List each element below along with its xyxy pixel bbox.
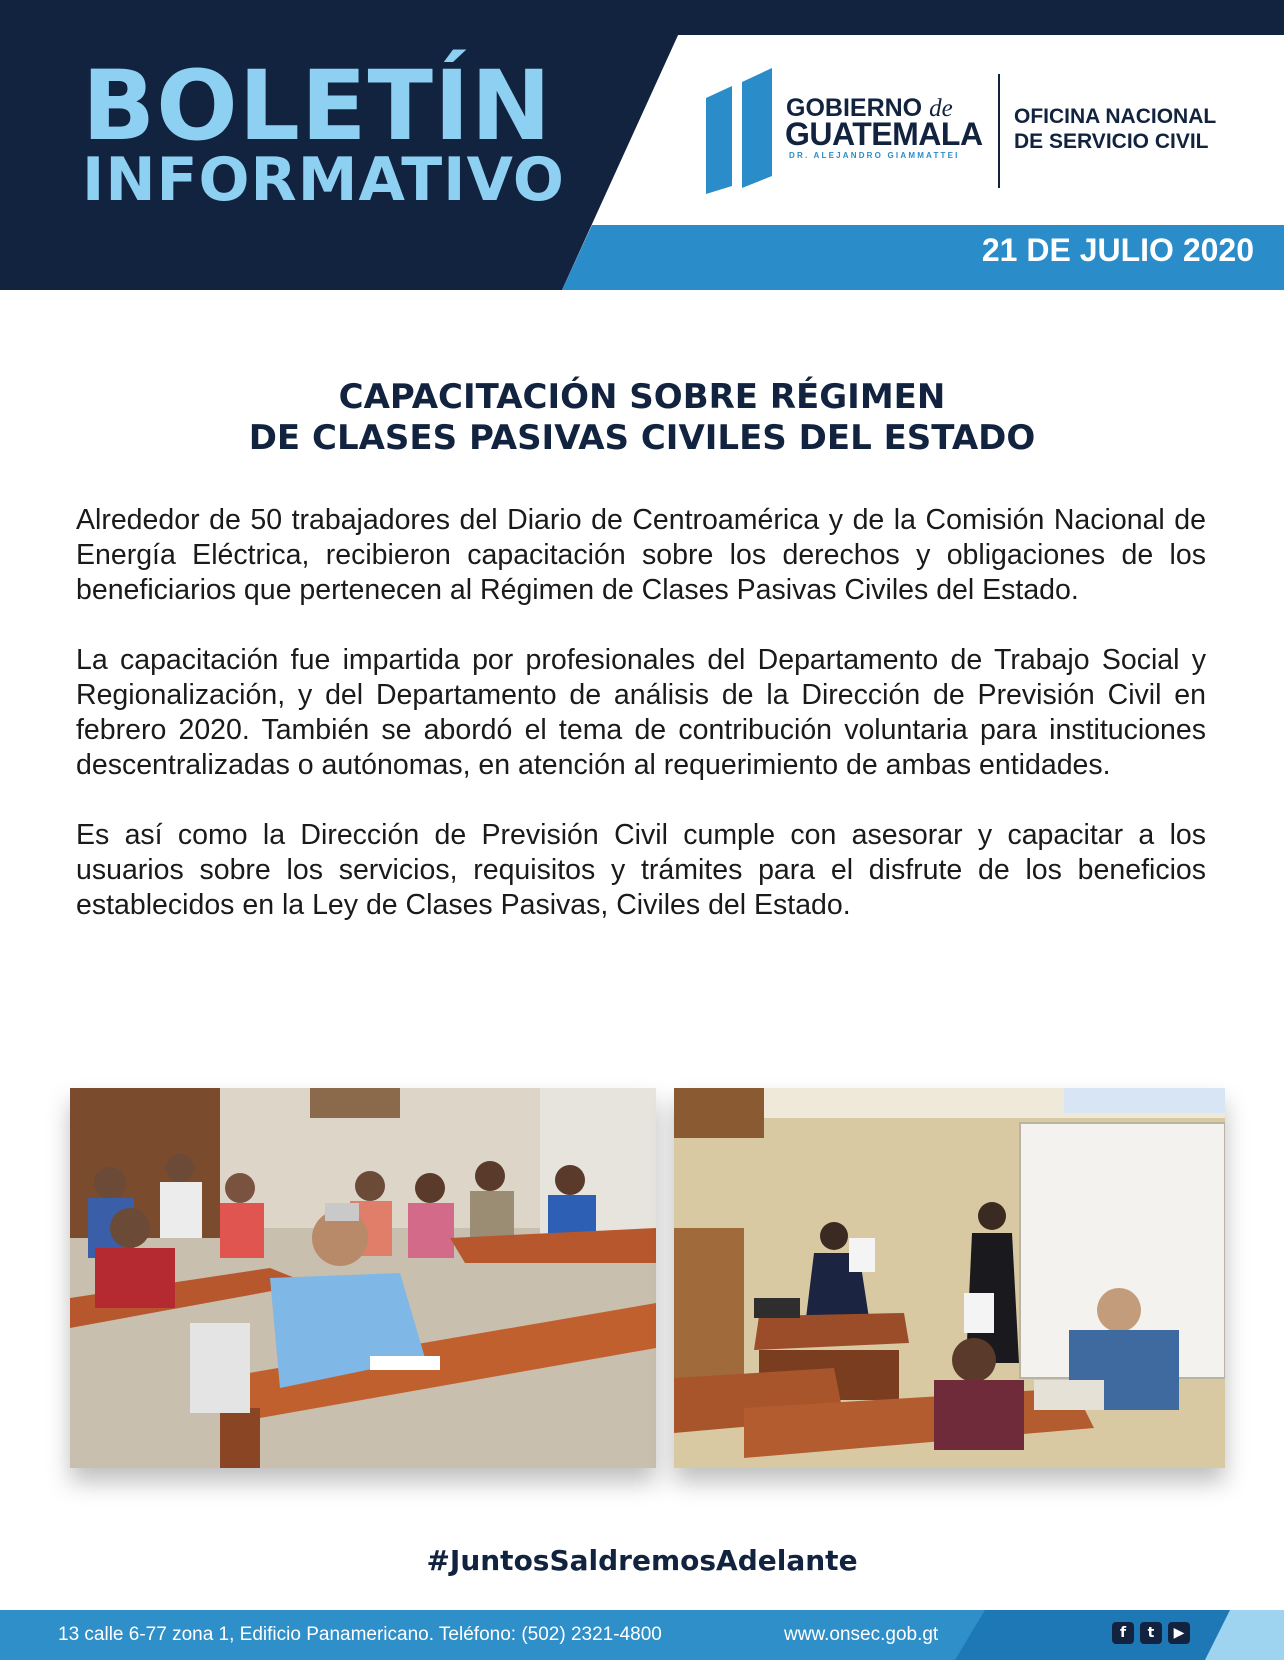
training-photo-presentation bbox=[674, 1088, 1225, 1468]
bulletin-date: 21 DE JULIO 2020 bbox=[981, 232, 1254, 268]
article-paragraph: Alrededor de 50 trabajadores del Diario de Centroamérica y de la Comisión Nacional de Energía Eléctrica, recibieron capacitación sobre los derechos y obligaciones de los beneficiarios que pertenecen al Régimen de Clases Pasivas Civiles del Estado. bbox=[76, 504, 1206, 606]
article-headline bbox=[0, 377, 1284, 459]
headline-line-2: DE CLASES PASIVAS CIVILES DEL ESTADO bbox=[248, 418, 1036, 458]
government-logo-text-main: GUATEMALA bbox=[785, 116, 983, 152]
article-paragraph: La capacitación fue impartida por profesionales del Departamento de Trabajo Social y Regionalización, y del Departamento de análisis de la Dirección de Previsión Civil en febrero 2020. También se abordó el tema de contribución voluntaria para instituciones descentralizadas o autónomas, en atención al requerimiento de ambas entidades. bbox=[76, 644, 1206, 781]
facebook-icon[interactable]: f bbox=[1112, 1622, 1134, 1644]
social-links bbox=[1112, 1622, 1190, 1644]
bulletin-title: BOLETÍN bbox=[82, 50, 553, 162]
government-logo-text-president: DR. ALEJANDRO GIAMMATTEI bbox=[789, 151, 960, 160]
government-logo-icon bbox=[702, 68, 774, 194]
youtube-icon[interactable]: ▶ bbox=[1168, 1622, 1190, 1644]
article-paragraph: Es así como la Dirección de Previsión Civil cumple con asesorar y capacitar a los usuarios sobre los servicios, requisitos y trámites para el disfrute de los beneficios establecidos en la Ley de Clases Pasivas, Civiles del Estado. bbox=[76, 819, 1206, 921]
twitter-icon[interactable]: t bbox=[1140, 1622, 1162, 1644]
header-banner bbox=[0, 0, 1284, 290]
footer-website-link[interactable]: www.onsec.gob.gt bbox=[784, 1624, 939, 1645]
campaign-hashtag: #JuntosSaldremosAdelante bbox=[426, 1544, 858, 1577]
footer-address: 13 calle 6-77 zona 1, Edificio Panamericano. Teléfono: (502) 2321-4800 bbox=[58, 1624, 662, 1645]
headline-line-1: CAPACITACIÓN SOBRE RÉGIMEN bbox=[338, 377, 946, 417]
office-name bbox=[1014, 104, 1216, 154]
logo-divider bbox=[998, 74, 1000, 188]
office-name-line-1: OFICINA NACIONAL bbox=[1014, 105, 1217, 128]
training-photo-classroom bbox=[70, 1088, 656, 1468]
bulletin-subtitle: INFORMATIVO bbox=[82, 145, 565, 215]
article-body bbox=[76, 503, 1206, 958]
office-name-line-2: DE SERVICIO CIVIL bbox=[1014, 130, 1209, 153]
government-logo-text-top: GOBIERNO de bbox=[786, 94, 953, 122]
